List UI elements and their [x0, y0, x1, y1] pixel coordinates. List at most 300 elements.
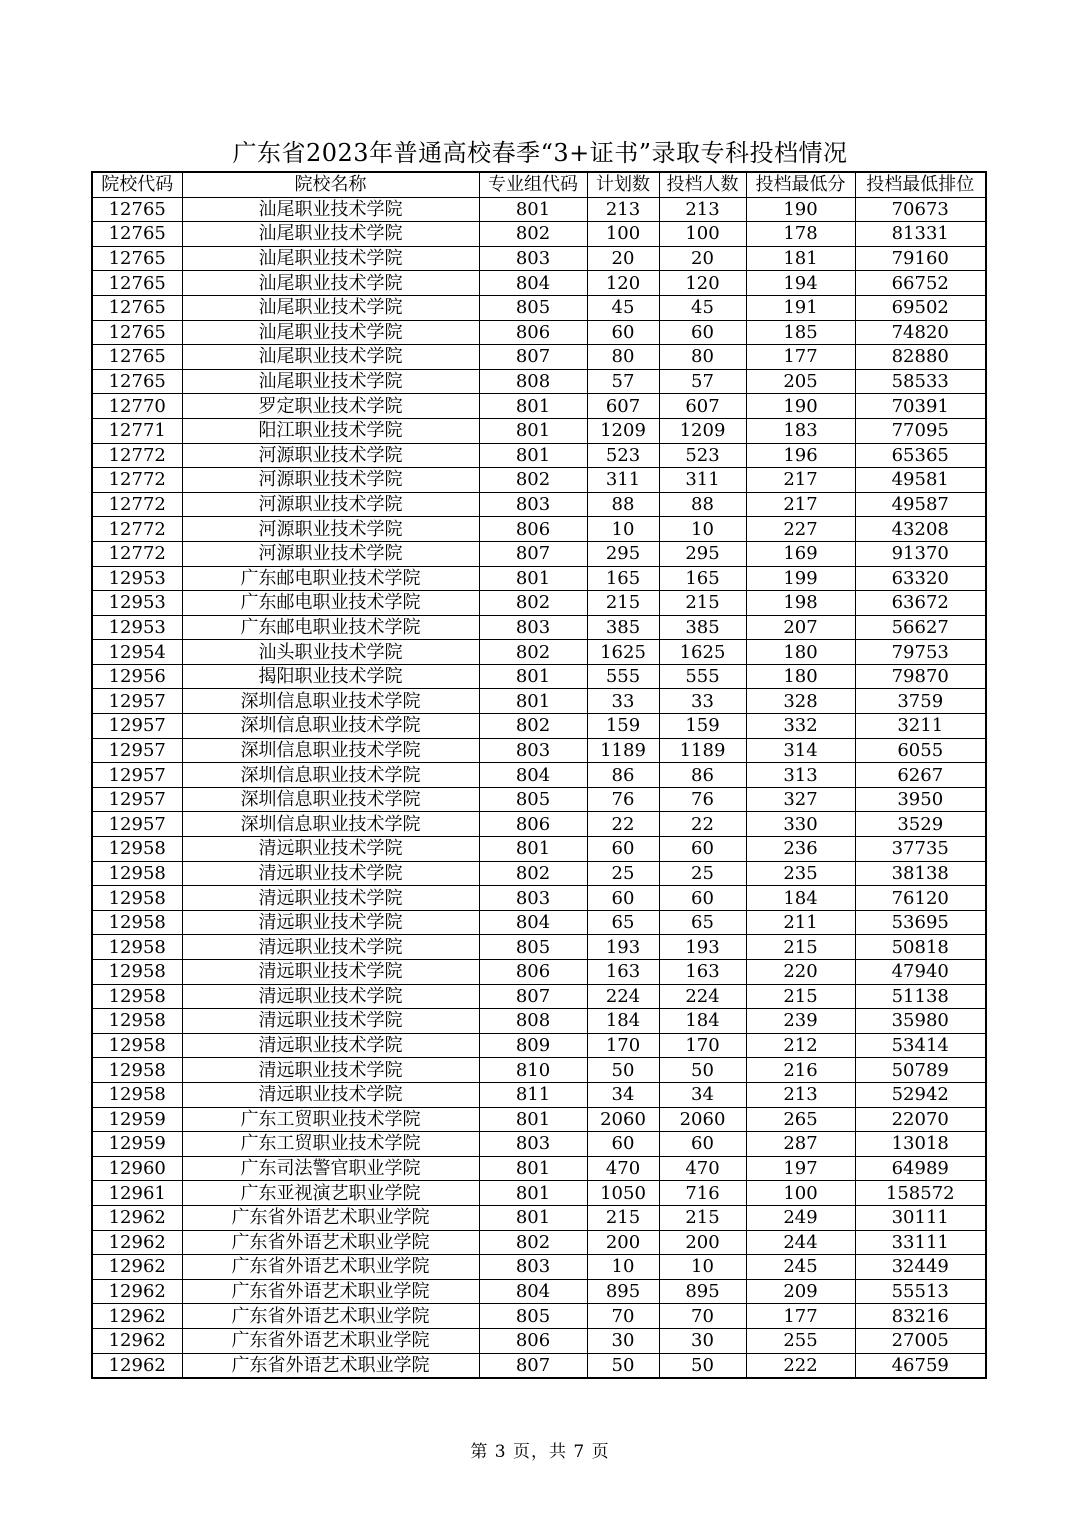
cell-school-code: 12770 — [92, 394, 182, 419]
table-row — [92, 295, 986, 320]
cell-admitted-count: 22 — [659, 812, 746, 837]
cell-school-code: 12953 — [92, 566, 182, 591]
cell-admitted-count: 60 — [659, 1132, 746, 1157]
cell-group-code: 807 — [479, 984, 587, 1009]
cell-plan-count: 215 — [587, 591, 659, 616]
cell-group-code: 806 — [479, 517, 587, 542]
cell-min-score: 178 — [746, 222, 855, 247]
cell-admitted-count: 1625 — [659, 640, 746, 665]
table-row — [92, 541, 986, 566]
cell-min-rank: 53695 — [855, 910, 986, 935]
cell-admitted-count: 159 — [659, 714, 746, 739]
cell-min-score: 185 — [746, 320, 855, 345]
cell-plan-count: 86 — [587, 763, 659, 788]
cell-group-code: 805 — [479, 295, 587, 320]
cell-admitted-count: 50 — [659, 1058, 746, 1083]
cell-school-name: 广东省外语艺术职业学院 — [182, 1255, 479, 1280]
cell-admitted-count: 716 — [659, 1181, 746, 1206]
cell-school-name: 汕尾职业技术学院 — [182, 295, 479, 320]
cell-school-code: 12958 — [92, 960, 182, 985]
table-row — [92, 960, 986, 985]
cell-min-score: 194 — [746, 271, 855, 296]
cell-school-name: 广东邮电职业技术学院 — [182, 615, 479, 640]
cell-school-name: 广东邮电职业技术学院 — [182, 566, 479, 591]
table-row — [92, 910, 986, 935]
cell-min-score: 190 — [746, 197, 855, 222]
cell-plan-count: 213 — [587, 197, 659, 222]
cell-admitted-count: 34 — [659, 1082, 746, 1107]
cell-min-rank: 43208 — [855, 517, 986, 542]
cell-plan-count: 34 — [587, 1082, 659, 1107]
cell-school-code: 12962 — [92, 1255, 182, 1280]
cell-plan-count: 311 — [587, 468, 659, 493]
cell-school-name: 广东司法警官职业学院 — [182, 1156, 479, 1181]
cell-min-rank: 6267 — [855, 763, 986, 788]
cell-group-code: 801 — [479, 1181, 587, 1206]
admission-table — [91, 171, 987, 1379]
cell-group-code: 807 — [479, 541, 587, 566]
table-row — [92, 1058, 986, 1083]
cell-school-name: 清远职业技术学院 — [182, 960, 479, 985]
cell-group-code: 803 — [479, 738, 587, 763]
cell-plan-count: 215 — [587, 1205, 659, 1230]
cell-school-code: 12960 — [92, 1156, 182, 1181]
cell-plan-count: 33 — [587, 689, 659, 714]
cell-school-name: 清远职业技术学院 — [182, 886, 479, 911]
cell-min-rank: 70391 — [855, 394, 986, 419]
page-footer: 第 3 页，共 7 页 — [470, 1442, 610, 1462]
table-body — [92, 197, 986, 1378]
cell-school-code: 12765 — [92, 345, 182, 370]
cell-min-rank: 69502 — [855, 295, 986, 320]
cell-school-code: 12958 — [92, 910, 182, 935]
cell-admitted-count: 165 — [659, 566, 746, 591]
cell-group-code: 802 — [479, 640, 587, 665]
cell-school-code: 12962 — [92, 1328, 182, 1353]
cell-admitted-count: 60 — [659, 837, 746, 862]
cell-group-code: 802 — [479, 1230, 587, 1255]
cell-admitted-count: 895 — [659, 1279, 746, 1304]
table-row — [92, 1255, 986, 1280]
cell-school-name: 清远职业技术学院 — [182, 935, 479, 960]
cell-school-code: 12954 — [92, 640, 182, 665]
cell-plan-count: 60 — [587, 320, 659, 345]
cell-school-code: 12772 — [92, 443, 182, 468]
cell-admitted-count: 215 — [659, 1205, 746, 1230]
table-row — [92, 763, 986, 788]
table-row — [92, 197, 986, 222]
table-row — [92, 1205, 986, 1230]
cell-group-code: 801 — [479, 197, 587, 222]
cell-school-code: 12958 — [92, 1033, 182, 1058]
cell-min-rank: 38138 — [855, 861, 986, 886]
table-row — [92, 517, 986, 542]
cell-school-name: 广东工贸职业技术学院 — [182, 1107, 479, 1132]
cell-school-name: 汕尾职业技术学院 — [182, 197, 479, 222]
cell-school-name: 深圳信息职业技术学院 — [182, 689, 479, 714]
cell-min-rank: 47940 — [855, 960, 986, 985]
cell-admitted-count: 385 — [659, 615, 746, 640]
cell-school-name: 广东省外语艺术职业学院 — [182, 1328, 479, 1353]
cell-min-score: 183 — [746, 418, 855, 443]
cell-plan-count: 60 — [587, 1132, 659, 1157]
cell-min-rank: 79753 — [855, 640, 986, 665]
cell-school-name: 广东省外语艺术职业学院 — [182, 1353, 479, 1378]
cell-school-name: 广东省外语艺术职业学院 — [182, 1304, 479, 1329]
cell-school-code: 12962 — [92, 1230, 182, 1255]
cell-plan-count: 20 — [587, 246, 659, 271]
cell-group-code: 802 — [479, 222, 587, 247]
cell-group-code: 811 — [479, 1082, 587, 1107]
cell-admitted-count: 215 — [659, 591, 746, 616]
cell-admitted-count: 224 — [659, 984, 746, 1009]
cell-school-name: 揭阳职业技术学院 — [182, 664, 479, 689]
table-row — [92, 861, 986, 886]
cell-group-code: 804 — [479, 271, 587, 296]
table-row — [92, 1107, 986, 1132]
header-group-code: 专业组代码 — [479, 172, 587, 197]
table-row — [92, 935, 986, 960]
cell-admitted-count: 33 — [659, 689, 746, 714]
cell-min-rank: 77095 — [855, 418, 986, 443]
cell-min-score: 177 — [746, 345, 855, 370]
cell-min-score: 255 — [746, 1328, 855, 1353]
cell-min-score: 332 — [746, 714, 855, 739]
cell-group-code: 806 — [479, 812, 587, 837]
cell-admitted-count: 70 — [659, 1304, 746, 1329]
cell-min-score: 239 — [746, 1009, 855, 1034]
cell-school-name: 深圳信息职业技术学院 — [182, 787, 479, 812]
cell-min-rank: 70673 — [855, 197, 986, 222]
table-row — [92, 1082, 986, 1107]
cell-plan-count: 295 — [587, 541, 659, 566]
cell-min-rank: 81331 — [855, 222, 986, 247]
cell-group-code: 806 — [479, 320, 587, 345]
cell-school-code: 12959 — [92, 1107, 182, 1132]
cell-min-score: 222 — [746, 1353, 855, 1378]
cell-school-code: 12953 — [92, 615, 182, 640]
cell-admitted-count: 60 — [659, 320, 746, 345]
cell-school-name: 河源职业技术学院 — [182, 541, 479, 566]
table-row — [92, 812, 986, 837]
table-row — [92, 615, 986, 640]
cell-plan-count: 22 — [587, 812, 659, 837]
cell-group-code: 801 — [479, 1205, 587, 1230]
cell-group-code: 807 — [479, 1353, 587, 1378]
cell-plan-count: 607 — [587, 394, 659, 419]
cell-plan-count: 10 — [587, 517, 659, 542]
cell-school-name: 广东亚视演艺职业学院 — [182, 1181, 479, 1206]
cell-school-name: 广东省外语艺术职业学院 — [182, 1205, 479, 1230]
cell-admitted-count: 193 — [659, 935, 746, 960]
cell-admitted-count: 607 — [659, 394, 746, 419]
cell-admitted-count: 30 — [659, 1328, 746, 1353]
cell-group-code: 808 — [479, 1009, 587, 1034]
cell-group-code: 804 — [479, 763, 587, 788]
cell-admitted-count: 184 — [659, 1009, 746, 1034]
cell-plan-count: 2060 — [587, 1107, 659, 1132]
cell-school-code: 12957 — [92, 763, 182, 788]
cell-school-name: 河源职业技术学院 — [182, 468, 479, 493]
cell-admitted-count: 170 — [659, 1033, 746, 1058]
cell-school-code: 12962 — [92, 1353, 182, 1378]
cell-group-code: 801 — [479, 566, 587, 591]
cell-min-score: 181 — [746, 246, 855, 271]
cell-admitted-count: 80 — [659, 345, 746, 370]
cell-school-name: 河源职业技术学院 — [182, 443, 479, 468]
cell-school-code: 12958 — [92, 1009, 182, 1034]
table-row — [92, 984, 986, 1009]
cell-min-score: 245 — [746, 1255, 855, 1280]
cell-school-code: 12772 — [92, 492, 182, 517]
cell-min-score: 235 — [746, 861, 855, 886]
cell-school-name: 汕尾职业技术学院 — [182, 369, 479, 394]
cell-plan-count: 523 — [587, 443, 659, 468]
cell-min-rank: 79160 — [855, 246, 986, 271]
cell-min-rank: 3529 — [855, 812, 986, 837]
cell-plan-count: 1189 — [587, 738, 659, 763]
cell-plan-count: 224 — [587, 984, 659, 1009]
cell-min-rank: 50789 — [855, 1058, 986, 1083]
cell-school-name: 汕尾职业技术学院 — [182, 320, 479, 345]
cell-school-code: 12961 — [92, 1181, 182, 1206]
cell-min-rank: 58533 — [855, 369, 986, 394]
table-row — [92, 1009, 986, 1034]
cell-school-name: 广东邮电职业技术学院 — [182, 591, 479, 616]
cell-min-score: 220 — [746, 960, 855, 985]
cell-min-score: 287 — [746, 1132, 855, 1157]
cell-group-code: 805 — [479, 787, 587, 812]
cell-group-code: 802 — [479, 591, 587, 616]
cell-admitted-count: 10 — [659, 517, 746, 542]
table-row — [92, 443, 986, 468]
cell-admitted-count: 523 — [659, 443, 746, 468]
cell-plan-count: 193 — [587, 935, 659, 960]
cell-group-code: 804 — [479, 910, 587, 935]
cell-min-rank: 6055 — [855, 738, 986, 763]
cell-admitted-count: 311 — [659, 468, 746, 493]
table-row — [92, 591, 986, 616]
cell-school-name: 汕头职业技术学院 — [182, 640, 479, 665]
cell-admitted-count: 200 — [659, 1230, 746, 1255]
cell-school-code: 12771 — [92, 418, 182, 443]
cell-school-code: 12772 — [92, 468, 182, 493]
cell-min-score: 217 — [746, 468, 855, 493]
cell-min-score: 180 — [746, 640, 855, 665]
cell-group-code: 802 — [479, 861, 587, 886]
table-row — [92, 738, 986, 763]
cell-group-code: 801 — [479, 664, 587, 689]
table-row — [92, 566, 986, 591]
cell-school-name: 清远职业技术学院 — [182, 984, 479, 1009]
cell-group-code: 803 — [479, 886, 587, 911]
table-row — [92, 886, 986, 911]
cell-group-code: 801 — [479, 1156, 587, 1181]
cell-admitted-count: 163 — [659, 960, 746, 985]
cell-plan-count: 1209 — [587, 418, 659, 443]
cell-min-rank: 35980 — [855, 1009, 986, 1034]
cell-min-rank: 52942 — [855, 1082, 986, 1107]
table-row — [92, 369, 986, 394]
table-row — [92, 837, 986, 862]
cell-group-code: 803 — [479, 492, 587, 517]
table-row — [92, 418, 986, 443]
cell-group-code: 802 — [479, 714, 587, 739]
cell-min-score: 199 — [746, 566, 855, 591]
cell-min-rank: 49581 — [855, 468, 986, 493]
cell-school-code: 12957 — [92, 787, 182, 812]
cell-school-code: 12765 — [92, 222, 182, 247]
cell-group-code: 807 — [479, 345, 587, 370]
cell-group-code: 805 — [479, 1304, 587, 1329]
cell-plan-count: 80 — [587, 345, 659, 370]
header-admitted-count: 投档人数 — [659, 172, 746, 197]
cell-min-rank: 79870 — [855, 664, 986, 689]
table-row — [92, 640, 986, 665]
cell-school-code: 12959 — [92, 1132, 182, 1157]
table-row — [92, 787, 986, 812]
cell-min-score: 313 — [746, 763, 855, 788]
cell-min-score: 227 — [746, 517, 855, 542]
cell-min-rank: 51138 — [855, 984, 986, 1009]
cell-plan-count: 163 — [587, 960, 659, 985]
cell-min-rank: 55513 — [855, 1279, 986, 1304]
cell-plan-count: 50 — [587, 1058, 659, 1083]
table-row — [92, 345, 986, 370]
cell-min-rank: 27005 — [855, 1328, 986, 1353]
table-row — [92, 714, 986, 739]
table-row — [92, 1230, 986, 1255]
cell-plan-count: 50 — [587, 1353, 659, 1378]
cell-school-code: 12957 — [92, 689, 182, 714]
header-school-name: 院校名称 — [182, 172, 479, 197]
cell-admitted-count: 120 — [659, 271, 746, 296]
cell-group-code: 809 — [479, 1033, 587, 1058]
table-row — [92, 1156, 986, 1181]
cell-min-score: 209 — [746, 1279, 855, 1304]
cell-school-name: 清远职业技术学院 — [182, 910, 479, 935]
cell-admitted-count: 86 — [659, 763, 746, 788]
cell-min-score: 265 — [746, 1107, 855, 1132]
cell-school-name: 阳江职业技术学院 — [182, 418, 479, 443]
cell-plan-count: 170 — [587, 1033, 659, 1058]
table-row — [92, 222, 986, 247]
cell-school-name: 汕尾职业技术学院 — [182, 345, 479, 370]
cell-school-code: 12962 — [92, 1304, 182, 1329]
cell-min-score: 215 — [746, 935, 855, 960]
cell-school-name: 河源职业技术学院 — [182, 492, 479, 517]
cell-school-name: 汕尾职业技术学院 — [182, 222, 479, 247]
cell-group-code: 801 — [479, 394, 587, 419]
cell-min-rank: 22070 — [855, 1107, 986, 1132]
cell-group-code: 803 — [479, 246, 587, 271]
cell-min-rank: 66752 — [855, 271, 986, 296]
cell-min-rank: 37735 — [855, 837, 986, 862]
cell-school-name: 清远职业技术学院 — [182, 1033, 479, 1058]
cell-min-score: 205 — [746, 369, 855, 394]
cell-school-name: 清远职业技术学院 — [182, 1082, 479, 1107]
cell-school-code: 12957 — [92, 812, 182, 837]
cell-group-code: 804 — [479, 1279, 587, 1304]
cell-school-name: 清远职业技术学院 — [182, 861, 479, 886]
cell-school-name: 深圳信息职业技术学院 — [182, 738, 479, 763]
cell-admitted-count: 20 — [659, 246, 746, 271]
cell-group-code: 806 — [479, 1328, 587, 1353]
cell-group-code: 801 — [479, 443, 587, 468]
cell-min-score: 212 — [746, 1033, 855, 1058]
cell-min-rank: 49587 — [855, 492, 986, 517]
cell-admitted-count: 45 — [659, 295, 746, 320]
cell-school-name: 罗定职业技术学院 — [182, 394, 479, 419]
cell-admitted-count: 10 — [659, 1255, 746, 1280]
cell-min-score: 190 — [746, 394, 855, 419]
cell-school-name: 深圳信息职业技术学院 — [182, 763, 479, 788]
cell-group-code: 801 — [479, 1107, 587, 1132]
cell-plan-count: 25 — [587, 861, 659, 886]
cell-school-code: 12958 — [92, 861, 182, 886]
cell-plan-count: 200 — [587, 1230, 659, 1255]
cell-min-score: 216 — [746, 1058, 855, 1083]
cell-school-code: 12958 — [92, 1058, 182, 1083]
table-row — [92, 468, 986, 493]
cell-min-rank: 63672 — [855, 591, 986, 616]
header-school-code: 院校代码 — [92, 172, 182, 197]
cell-min-rank: 56627 — [855, 615, 986, 640]
cell-min-rank: 63320 — [855, 566, 986, 591]
cell-plan-count: 895 — [587, 1279, 659, 1304]
cell-plan-count: 385 — [587, 615, 659, 640]
cell-plan-count: 88 — [587, 492, 659, 517]
cell-admitted-count: 76 — [659, 787, 746, 812]
cell-school-name: 汕尾职业技术学院 — [182, 271, 479, 296]
cell-school-code: 12953 — [92, 591, 182, 616]
cell-min-rank: 33111 — [855, 1230, 986, 1255]
header-min-rank: 投档最低排位 — [855, 172, 986, 197]
cell-plan-count: 1050 — [587, 1181, 659, 1206]
cell-admitted-count: 555 — [659, 664, 746, 689]
cell-min-score: 177 — [746, 1304, 855, 1329]
cell-admitted-count: 60 — [659, 886, 746, 911]
table-row — [92, 1033, 986, 1058]
cell-min-score: 196 — [746, 443, 855, 468]
cell-plan-count: 30 — [587, 1328, 659, 1353]
cell-school-code: 12772 — [92, 517, 182, 542]
table-row — [92, 271, 986, 296]
document-title: 广东省2023年普通高校春季“3+证书”录取专科投档情况 — [232, 139, 848, 167]
cell-min-score: 100 — [746, 1181, 855, 1206]
cell-school-code: 12958 — [92, 935, 182, 960]
cell-admitted-count: 25 — [659, 861, 746, 886]
cell-min-rank: 46759 — [855, 1353, 986, 1378]
cell-admitted-count: 470 — [659, 1156, 746, 1181]
cell-min-rank: 53414 — [855, 1033, 986, 1058]
cell-min-rank: 74820 — [855, 320, 986, 345]
cell-admitted-count: 100 — [659, 222, 746, 247]
cell-min-rank: 64989 — [855, 1156, 986, 1181]
cell-min-score: 197 — [746, 1156, 855, 1181]
cell-min-rank: 30111 — [855, 1205, 986, 1230]
cell-plan-count: 100 — [587, 222, 659, 247]
cell-admitted-count: 213 — [659, 197, 746, 222]
cell-school-name: 广东省外语艺术职业学院 — [182, 1279, 479, 1304]
cell-min-rank: 82880 — [855, 345, 986, 370]
cell-plan-count: 60 — [587, 886, 659, 911]
cell-school-code: 12772 — [92, 541, 182, 566]
cell-plan-count: 70 — [587, 1304, 659, 1329]
table-row — [92, 1328, 986, 1353]
cell-admitted-count: 1209 — [659, 418, 746, 443]
cell-group-code: 801 — [479, 418, 587, 443]
